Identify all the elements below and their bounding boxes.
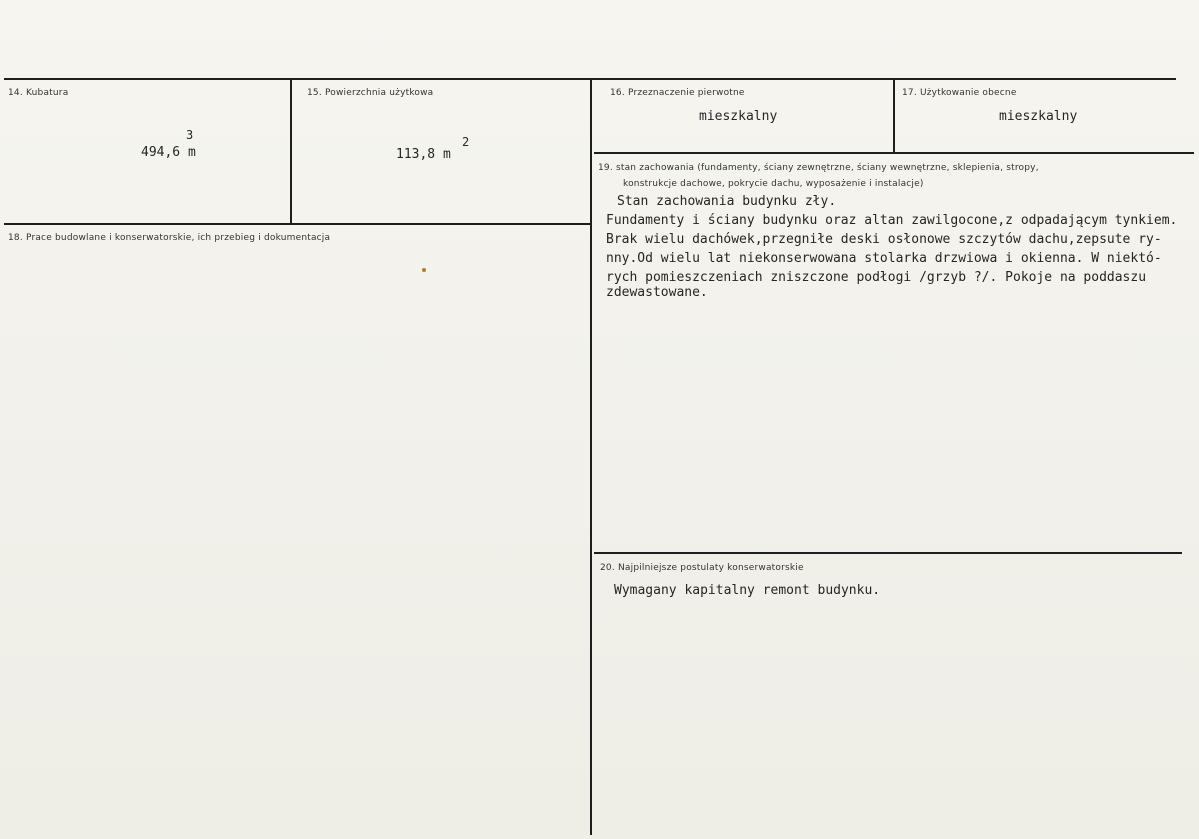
field-19-label-line-2: konstrukcje dachowe, pokrycie dachu, wyposażenie i instalacje) [623, 179, 924, 189]
field-19-line-3: Brak wielu dachówek,przegniłe deski osłonowe szczytów dachu,zepsute ry- [606, 232, 1162, 247]
field-17-label: 17. Użytkowanie obecne [902, 88, 1017, 98]
field-17-value: mieszkalny [999, 109, 1078, 124]
field-15-exponent: 2 [462, 135, 470, 149]
field-16-label: 16. Przeznaczenie pierwotne [610, 88, 745, 98]
field-14-exponent: 3 [186, 128, 194, 142]
main-vertical-divider [590, 78, 592, 835]
rule-below-header-left [4, 223, 592, 225]
field-14-label: 14. Kubatura [8, 88, 69, 98]
field-19-line-2: Fundamenty i ściany budynku oraz altan zawilgocone,z odpadającym tynkiem. [606, 213, 1178, 228]
rule-above-field-20 [594, 552, 1182, 554]
field-18-label: 18. Prace budowlane i konserwatorskie, ich przebieg i dokumentacja [8, 233, 331, 243]
field-15-value: 113,8 m [396, 147, 451, 162]
field-19-label-line-1: 19. stan zachowania (fundamenty, ściany zewnętrzne, ściany wewnętrzne, sklepienia, stropy, [598, 163, 1039, 173]
paper-speck [422, 268, 426, 272]
field-19-line-1: Stan zachowania budynku zły. [617, 194, 837, 209]
field-20-label: 20. Najpilniejsze postulaty konserwatorskie [600, 563, 804, 573]
field-19-line-4: nny.Od wielu lat niekonserwowana stolarka drzwiowa i okienna. W niektó- [606, 251, 1162, 266]
field-20-text: Wymagany kapitalny remont budynku. [614, 583, 881, 598]
field-19-line-5: rych pomieszczeniach zniszczone podłogi /grzyb ?/. Pokoje na poddaszu [606, 270, 1147, 285]
field-19-line-6: zdewastowane. [606, 285, 708, 300]
field-16-value: mieszkalny [699, 109, 778, 124]
field-15-label: 15. Powierzchnia użytkowa [307, 88, 434, 98]
divider-16-17 [893, 78, 895, 153]
field-14-value: 494,6 m [141, 145, 196, 160]
divider-14-15 [290, 78, 292, 224]
